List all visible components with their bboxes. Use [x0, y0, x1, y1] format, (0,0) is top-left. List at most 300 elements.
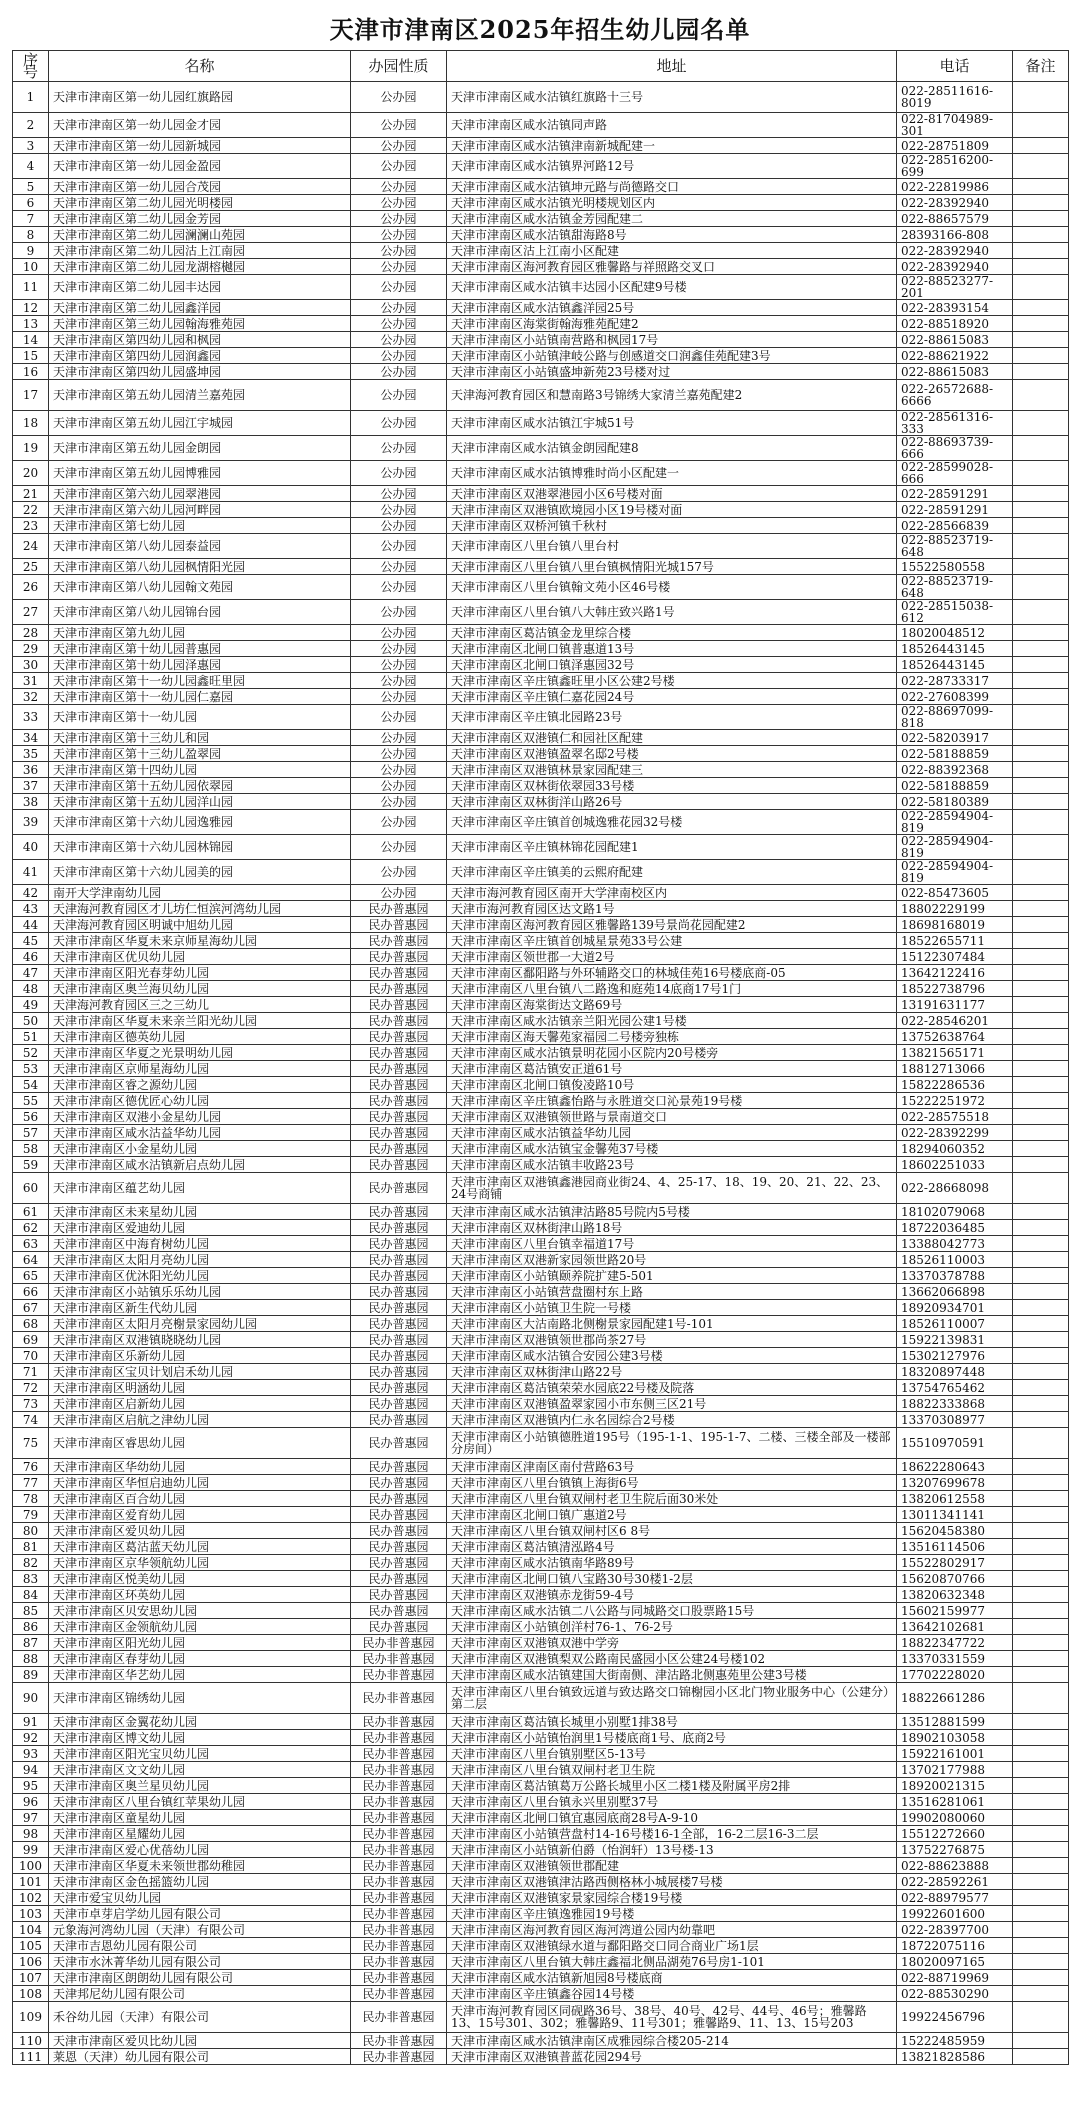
row-number: 46 [13, 949, 49, 965]
phone: 022-88615083 [897, 332, 1013, 348]
school-type: 民办非普惠园 [351, 1922, 447, 1938]
row-number: 41 [13, 860, 49, 885]
note [1013, 1013, 1069, 1029]
school-type: 公办园 [351, 348, 447, 364]
note [1013, 82, 1069, 113]
table-row [13, 1364, 1069, 1380]
note [1013, 1858, 1069, 1874]
table-row [13, 641, 1069, 657]
kindergarten-name: 天津市津南区第四幼儿园润鑫园 [49, 348, 351, 364]
school-type: 民办普惠园 [351, 1587, 447, 1603]
row-number: 85 [13, 1603, 49, 1619]
note [1013, 1412, 1069, 1428]
school-type: 民办非普惠园 [351, 2033, 447, 2049]
address: 天津市津南区海棠街翰海雅苑配建2 [447, 316, 897, 332]
school-type: 民办非普惠园 [351, 1986, 447, 2002]
phone: 022-88979577 [897, 1890, 1013, 1906]
table-row [13, 933, 1069, 949]
kindergarten-name: 天津市津南区第十一幼儿园 [49, 705, 351, 730]
kindergarten-name: 天津市津南区第一幼儿园合茂园 [49, 179, 351, 195]
row-number: 12 [13, 300, 49, 316]
table-row [13, 1300, 1069, 1316]
school-type: 民办普惠园 [351, 1364, 447, 1380]
row-number: 63 [13, 1236, 49, 1252]
note [1013, 227, 1069, 243]
row-number: 67 [13, 1300, 49, 1316]
address: 天津市津南区咸水沽镇津沽路85号院内5号楼 [447, 1204, 897, 1220]
note [1013, 575, 1069, 600]
school-type: 民办普惠园 [351, 1396, 447, 1412]
address: 天津市津南区葛沽镇清泓路4号 [447, 1539, 897, 1555]
note [1013, 1778, 1069, 1794]
note [1013, 113, 1069, 138]
kindergarten-name: 天津市津南区春芽幼儿园 [49, 1651, 351, 1667]
kindergarten-name: 天津市津南区第十六幼儿园林锦园 [49, 835, 351, 860]
note [1013, 1826, 1069, 1842]
row-number: 5 [13, 179, 49, 195]
phone: 13820632348 [897, 1587, 1013, 1603]
kindergarten-name: 天津市津南区悦美幼儿园 [49, 1571, 351, 1587]
note [1013, 810, 1069, 835]
address: 天津市津南区八里台镇镇上海街6号 [447, 1475, 897, 1491]
kindergarten-name: 天津市津南区第五幼儿园博雅园 [49, 461, 351, 486]
table-row [13, 689, 1069, 705]
row-number: 68 [13, 1316, 49, 1332]
row-number: 29 [13, 641, 49, 657]
row-number: 103 [13, 1906, 49, 1922]
address: 天津市津南区北闸口镇泽惠园32号 [447, 657, 897, 673]
note [1013, 1794, 1069, 1810]
kindergarten-table [12, 50, 1069, 2065]
phone: 022-88719969 [897, 1970, 1013, 1986]
row-number: 73 [13, 1396, 49, 1412]
kindergarten-name: 天津市津南区第一幼儿园金才园 [49, 113, 351, 138]
note [1013, 965, 1069, 981]
kindergarten-name: 天津市津南区第四幼儿园盛坤园 [49, 364, 351, 380]
row-number: 13 [13, 316, 49, 332]
table-row [13, 332, 1069, 348]
table-row [13, 1970, 1069, 1986]
table-row [13, 746, 1069, 762]
kindergarten-name: 天津市津南区阳光幼儿园 [49, 1635, 351, 1651]
address: 天津市津南区双港镇赤龙街59-4号 [447, 1587, 897, 1603]
note [1013, 1380, 1069, 1396]
note [1013, 154, 1069, 179]
school-type: 公办园 [351, 332, 447, 348]
school-type: 民办非普惠园 [351, 2002, 447, 2033]
phone: 022-88523719-648 [897, 575, 1013, 600]
note [1013, 1906, 1069, 1922]
note [1013, 1890, 1069, 1906]
note [1013, 275, 1069, 300]
row-number: 34 [13, 730, 49, 746]
table-row [13, 1794, 1069, 1810]
school-type: 民办非普惠园 [351, 1714, 447, 1730]
row-number: 107 [13, 1970, 49, 1986]
page-title: 天津市津南区2025年招生幼儿园名单 [329, 15, 751, 44]
note [1013, 778, 1069, 794]
kindergarten-name: 天津市津南区华夏未来亲兰阳光幼儿园 [49, 1013, 351, 1029]
table-row [13, 559, 1069, 575]
note [1013, 1523, 1069, 1539]
kindergarten-name: 天津市津南区太阳月亮幼儿园 [49, 1252, 351, 1268]
address: 天津市津南区辛庄镇首创城星景苑33号公建 [447, 933, 897, 949]
note [1013, 949, 1069, 965]
address: 天津市津南区津南区南付营路63号 [447, 1459, 897, 1475]
phone: 13662066898 [897, 1284, 1013, 1300]
row-number: 51 [13, 1029, 49, 1045]
phone: 022-28393154 [897, 300, 1013, 316]
table-row [13, 1141, 1069, 1157]
kindergarten-name: 天津市津南区贝安思幼儿园 [49, 1603, 351, 1619]
kindergarten-name: 天津市津南区第十幼儿园泽惠园 [49, 657, 351, 673]
table-row [13, 600, 1069, 625]
phone: 022-28515038-612 [897, 600, 1013, 625]
table-row [13, 1730, 1069, 1746]
table-row [13, 211, 1069, 227]
phone: 13370331559 [897, 1651, 1013, 1667]
table-row [13, 901, 1069, 917]
address: 天津市海河教育园区南开大学津南校区内 [447, 885, 897, 901]
note [1013, 195, 1069, 211]
phone: 18526110007 [897, 1316, 1013, 1332]
note [1013, 901, 1069, 917]
table-row [13, 1603, 1069, 1619]
table-row [13, 673, 1069, 689]
row-number: 54 [13, 1077, 49, 1093]
phone: 18920934701 [897, 1300, 1013, 1316]
table-row [13, 1173, 1069, 1204]
kindergarten-name: 天津市津南区启航之津幼儿园 [49, 1412, 351, 1428]
table-row [13, 860, 1069, 885]
row-number: 36 [13, 762, 49, 778]
address: 天津市津南区小站镇创洋村76-1、76-2号 [447, 1619, 897, 1635]
row-number: 57 [13, 1125, 49, 1141]
phone: 13011341141 [897, 1507, 1013, 1523]
kindergarten-name: 天津市津南区朗朗幼儿园有限公司 [49, 1970, 351, 1986]
note [1013, 730, 1069, 746]
kindergarten-name: 天津市津南区启新幼儿园 [49, 1396, 351, 1412]
address: 天津市津南区辛庄镇鑫谷园14号楼 [447, 1986, 897, 2002]
row-number: 39 [13, 810, 49, 835]
note [1013, 1667, 1069, 1683]
address: 天津市津南区辛庄镇林锦花园配建1 [447, 835, 897, 860]
address: 天津市津南区咸水沽镇景明花园小区院内20号楼旁 [447, 1045, 897, 1061]
row-number: 93 [13, 1746, 49, 1762]
school-type: 公办园 [351, 625, 447, 641]
table-row [13, 1667, 1069, 1683]
phone: 13191631177 [897, 997, 1013, 1013]
kindergarten-name: 天津市津南区第八幼儿园锦台园 [49, 600, 351, 625]
table-row [13, 1013, 1069, 1029]
table-row [13, 364, 1069, 380]
row-number: 98 [13, 1826, 49, 1842]
address: 天津市津南区双港新家园领世路20号 [447, 1252, 897, 1268]
school-type: 民办普惠园 [351, 1300, 447, 1316]
address: 天津市津南区双港翠港园小区6号楼对面 [447, 486, 897, 502]
kindergarten-name: 天津市津南区新生代幼儿园 [49, 1300, 351, 1316]
kindergarten-name: 天津市津南区金色摇篮幼儿园 [49, 1874, 351, 1890]
note [1013, 835, 1069, 860]
phone: 18812713066 [897, 1061, 1013, 1077]
address: 天津市津南区双港镇欧境园小区19号楼对面 [447, 502, 897, 518]
note [1013, 138, 1069, 154]
row-number: 48 [13, 981, 49, 997]
school-type: 公办园 [351, 518, 447, 534]
address: 天津市津南区领世郡一大道2号 [447, 949, 897, 965]
row-number: 104 [13, 1922, 49, 1938]
row-number: 50 [13, 1013, 49, 1029]
note [1013, 600, 1069, 625]
row-number: 83 [13, 1571, 49, 1587]
note [1013, 179, 1069, 195]
kindergarten-name: 天津市津南区第十幼儿园普惠园 [49, 641, 351, 657]
table-row [13, 1061, 1069, 1077]
note [1013, 316, 1069, 332]
note [1013, 1842, 1069, 1858]
address: 天津市津南区小站镇怡润里1号楼底商1号、底商2号 [447, 1730, 897, 1746]
address: 天津市津南区咸水沽镇红旗路十三号 [447, 82, 897, 113]
kindergarten-name: 天津市津南区第八幼儿园翰文苑园 [49, 575, 351, 600]
kindergarten-name: 天津市津南区德优匠心幼儿园 [49, 1093, 351, 1109]
row-number: 33 [13, 705, 49, 730]
row-number: 35 [13, 746, 49, 762]
note [1013, 1714, 1069, 1730]
phone: 022-88693739-666 [897, 436, 1013, 461]
table-row [13, 1954, 1069, 1970]
school-type: 公办园 [351, 82, 447, 113]
table-row [13, 965, 1069, 981]
school-type: 公办园 [351, 380, 447, 411]
phone: 022-58203917 [897, 730, 1013, 746]
table-row [13, 705, 1069, 730]
phone: 18822333868 [897, 1396, 1013, 1412]
row-number: 3 [13, 138, 49, 154]
school-type: 公办园 [351, 794, 447, 810]
kindergarten-name: 天津市津南区金翼花幼儿园 [49, 1714, 351, 1730]
row-number: 86 [13, 1619, 49, 1635]
note [1013, 1300, 1069, 1316]
school-type: 民办非普惠园 [351, 1651, 447, 1667]
note [1013, 794, 1069, 810]
address: 天津市津南区小站镇南营路和枫园17号 [447, 332, 897, 348]
row-number: 44 [13, 917, 49, 933]
school-type: 民办非普惠园 [351, 1858, 447, 1874]
note [1013, 1077, 1069, 1093]
kindergarten-name: 天津市津南区第六幼儿园河畔园 [49, 502, 351, 518]
kindergarten-name: 天津市津南区童星幼儿园 [49, 1810, 351, 1826]
school-type: 民办普惠园 [351, 949, 447, 965]
row-number: 60 [13, 1173, 49, 1204]
school-type: 公办园 [351, 461, 447, 486]
address: 天津市津南区咸水沽镇鑫洋园25号 [447, 300, 897, 316]
table-row [13, 1459, 1069, 1475]
phone: 022-28546201 [897, 1013, 1013, 1029]
kindergarten-name: 天津市津南区葛沽蓝天幼儿园 [49, 1539, 351, 1555]
phone: 13702177988 [897, 1762, 1013, 1778]
note [1013, 1236, 1069, 1252]
school-type: 民办非普惠园 [351, 1938, 447, 1954]
kindergarten-name: 天津市津南区第十五幼儿园依翠园 [49, 778, 351, 794]
row-number: 101 [13, 1874, 49, 1890]
address: 天津市津南区北闸口镇俊凌路10号 [447, 1077, 897, 1093]
phone: 022-88523277-201 [897, 275, 1013, 300]
table-row [13, 179, 1069, 195]
school-type: 公办园 [351, 657, 447, 673]
kindergarten-name: 天津市津南区百合幼儿园 [49, 1491, 351, 1507]
phone: 18722075116 [897, 1938, 1013, 1954]
note [1013, 1651, 1069, 1667]
address: 天津市津南区八里台镇双闸村老卫生院 [447, 1762, 897, 1778]
row-number: 95 [13, 1778, 49, 1794]
note [1013, 486, 1069, 502]
row-number: 25 [13, 559, 49, 575]
kindergarten-name: 天津市津南区第十六幼儿园逸雅园 [49, 810, 351, 835]
address: 天津市津南区咸水沽镇二八公路与同城路交口股票路15号 [447, 1603, 897, 1619]
school-type: 公办园 [351, 559, 447, 575]
address: 天津市津南区小站镇德胜道195号（195-1-1、195-1-7、二楼、三楼全部及一楼部分房间） [447, 1428, 897, 1459]
address: 天津市津南区双港镇领世郡配建 [447, 1858, 897, 1874]
row-number: 16 [13, 364, 49, 380]
row-number: 80 [13, 1523, 49, 1539]
table-row [13, 1220, 1069, 1236]
address: 天津市津南区葛沽镇荣荣水园底22号楼及院落 [447, 1380, 897, 1396]
table-row [13, 195, 1069, 211]
note [1013, 1507, 1069, 1523]
table-row [13, 1268, 1069, 1284]
school-type: 公办园 [351, 778, 447, 794]
phone: 022-58180389 [897, 794, 1013, 810]
school-type: 民办非普惠园 [351, 1730, 447, 1746]
row-number: 110 [13, 2033, 49, 2049]
kindergarten-name: 天津市津南区第二幼儿园鑫洋园 [49, 300, 351, 316]
phone: 022-88615083 [897, 364, 1013, 380]
kindergarten-name: 天津市津南区第五幼儿园金朗园 [49, 436, 351, 461]
note [1013, 657, 1069, 673]
kindergarten-name: 天津市津南区明涵幼儿园 [49, 1380, 351, 1396]
phone: 022-26572688-6666 [897, 380, 1013, 411]
address: 天津市津南区葛沽镇长城里小别墅1排38号 [447, 1714, 897, 1730]
address: 天津市津南区八里台镇八二路逸和庭苑14底商17号1门 [447, 981, 897, 997]
phone: 13752276875 [897, 1842, 1013, 1858]
row-number: 19 [13, 436, 49, 461]
address: 天津市津南区小站镇营盘圈村东上路 [447, 1284, 897, 1300]
note [1013, 1284, 1069, 1300]
note [1013, 348, 1069, 364]
note [1013, 1587, 1069, 1603]
address: 天津市津南区双港镇盈翠家园小市东侧三区21号 [447, 1396, 897, 1412]
table-row [13, 1635, 1069, 1651]
school-type: 公办园 [351, 300, 447, 316]
row-number: 84 [13, 1587, 49, 1603]
phone: 18020097165 [897, 1954, 1013, 1970]
address: 天津市津南区双桥河镇千秋村 [447, 518, 897, 534]
kindergarten-name: 天津海河教育园区明诚中旭幼儿园 [49, 917, 351, 933]
table-row [13, 1587, 1069, 1603]
row-number: 40 [13, 835, 49, 860]
address: 天津市津南区双港镇津沽路西侧格林小城展楼7号楼 [447, 1874, 897, 1890]
note [1013, 2002, 1069, 2033]
note [1013, 1954, 1069, 1970]
phone: 19922456796 [897, 2002, 1013, 2033]
address: 天津市津南区咸水沽镇丰收路23号 [447, 1157, 897, 1173]
note [1013, 1683, 1069, 1714]
kindergarten-name: 天津市津南区第一幼儿园金盈园 [49, 154, 351, 179]
school-type: 公办园 [351, 227, 447, 243]
row-number: 94 [13, 1762, 49, 1778]
phone: 13642102681 [897, 1619, 1013, 1635]
table-row [13, 534, 1069, 559]
address: 天津市海河教育园区达文路1号 [447, 901, 897, 917]
phone: 022-28591291 [897, 502, 1013, 518]
table-row [13, 1571, 1069, 1587]
table-row [13, 885, 1069, 901]
note [1013, 243, 1069, 259]
kindergarten-name: 天津市津南区爱贝幼儿园 [49, 1523, 351, 1539]
school-type: 民办普惠园 [351, 1475, 447, 1491]
school-type: 民办普惠园 [351, 1173, 447, 1204]
address: 天津市津南区八里台镇八大韩庄致兴路1号 [447, 600, 897, 625]
phone: 13388042773 [897, 1236, 1013, 1252]
kindergarten-name: 天津市津南区小金星幼儿园 [49, 1141, 351, 1157]
school-type: 民办普惠园 [351, 1555, 447, 1571]
phone: 022-28566839 [897, 518, 1013, 534]
row-number: 14 [13, 332, 49, 348]
address: 天津市津南区双港镇领世郡尚茶27号 [447, 1332, 897, 1348]
kindergarten-name: 天津市津南区爱育幼儿园 [49, 1507, 351, 1523]
kindergarten-name: 天津市津南区优沐阳光幼儿园 [49, 1268, 351, 1284]
phone: 022-28751809 [897, 138, 1013, 154]
kindergarten-name: 天津市津南区第四幼儿园和枫园 [49, 332, 351, 348]
school-type: 公办园 [351, 600, 447, 625]
address: 天津市津南区小站镇营盘村14-16号楼16-1全部，16-2二层16-3二层 [447, 1826, 897, 1842]
table-body [13, 82, 1069, 2065]
phone: 022-28397700 [897, 1922, 1013, 1938]
school-type: 公办园 [351, 689, 447, 705]
table-row [13, 1475, 1069, 1491]
row-number: 38 [13, 794, 49, 810]
row-number: 52 [13, 1045, 49, 1061]
table-row [13, 1922, 1069, 1938]
phone: 15222251972 [897, 1093, 1013, 1109]
row-number: 9 [13, 243, 49, 259]
row-number: 108 [13, 1986, 49, 2002]
row-number: 17 [13, 380, 49, 411]
row-number: 66 [13, 1284, 49, 1300]
kindergarten-name: 天津市津南区咸水沽益华幼儿园 [49, 1125, 351, 1141]
address: 天津市津南区葛沽镇葛万公路长城里小区二楼1楼及附属平房2排 [447, 1778, 897, 1794]
phone: 13820612558 [897, 1491, 1013, 1507]
note [1013, 1922, 1069, 1938]
school-type: 民办普惠园 [351, 1348, 447, 1364]
phone: 15512272660 [897, 1826, 1013, 1842]
header-phone: 电话 [897, 51, 1013, 82]
row-number: 58 [13, 1141, 49, 1157]
school-type: 公办园 [351, 502, 447, 518]
phone: 15922161001 [897, 1746, 1013, 1762]
note [1013, 1491, 1069, 1507]
table-row [13, 835, 1069, 860]
row-number: 100 [13, 1858, 49, 1874]
row-number: 75 [13, 1428, 49, 1459]
note [1013, 1173, 1069, 1204]
school-type: 公办园 [351, 211, 447, 227]
table-row [13, 1523, 1069, 1539]
phone: 19922601600 [897, 1906, 1013, 1922]
school-type: 民办普惠园 [351, 1061, 447, 1077]
phone: 022-28511616-8019 [897, 82, 1013, 113]
school-type: 公办园 [351, 810, 447, 835]
